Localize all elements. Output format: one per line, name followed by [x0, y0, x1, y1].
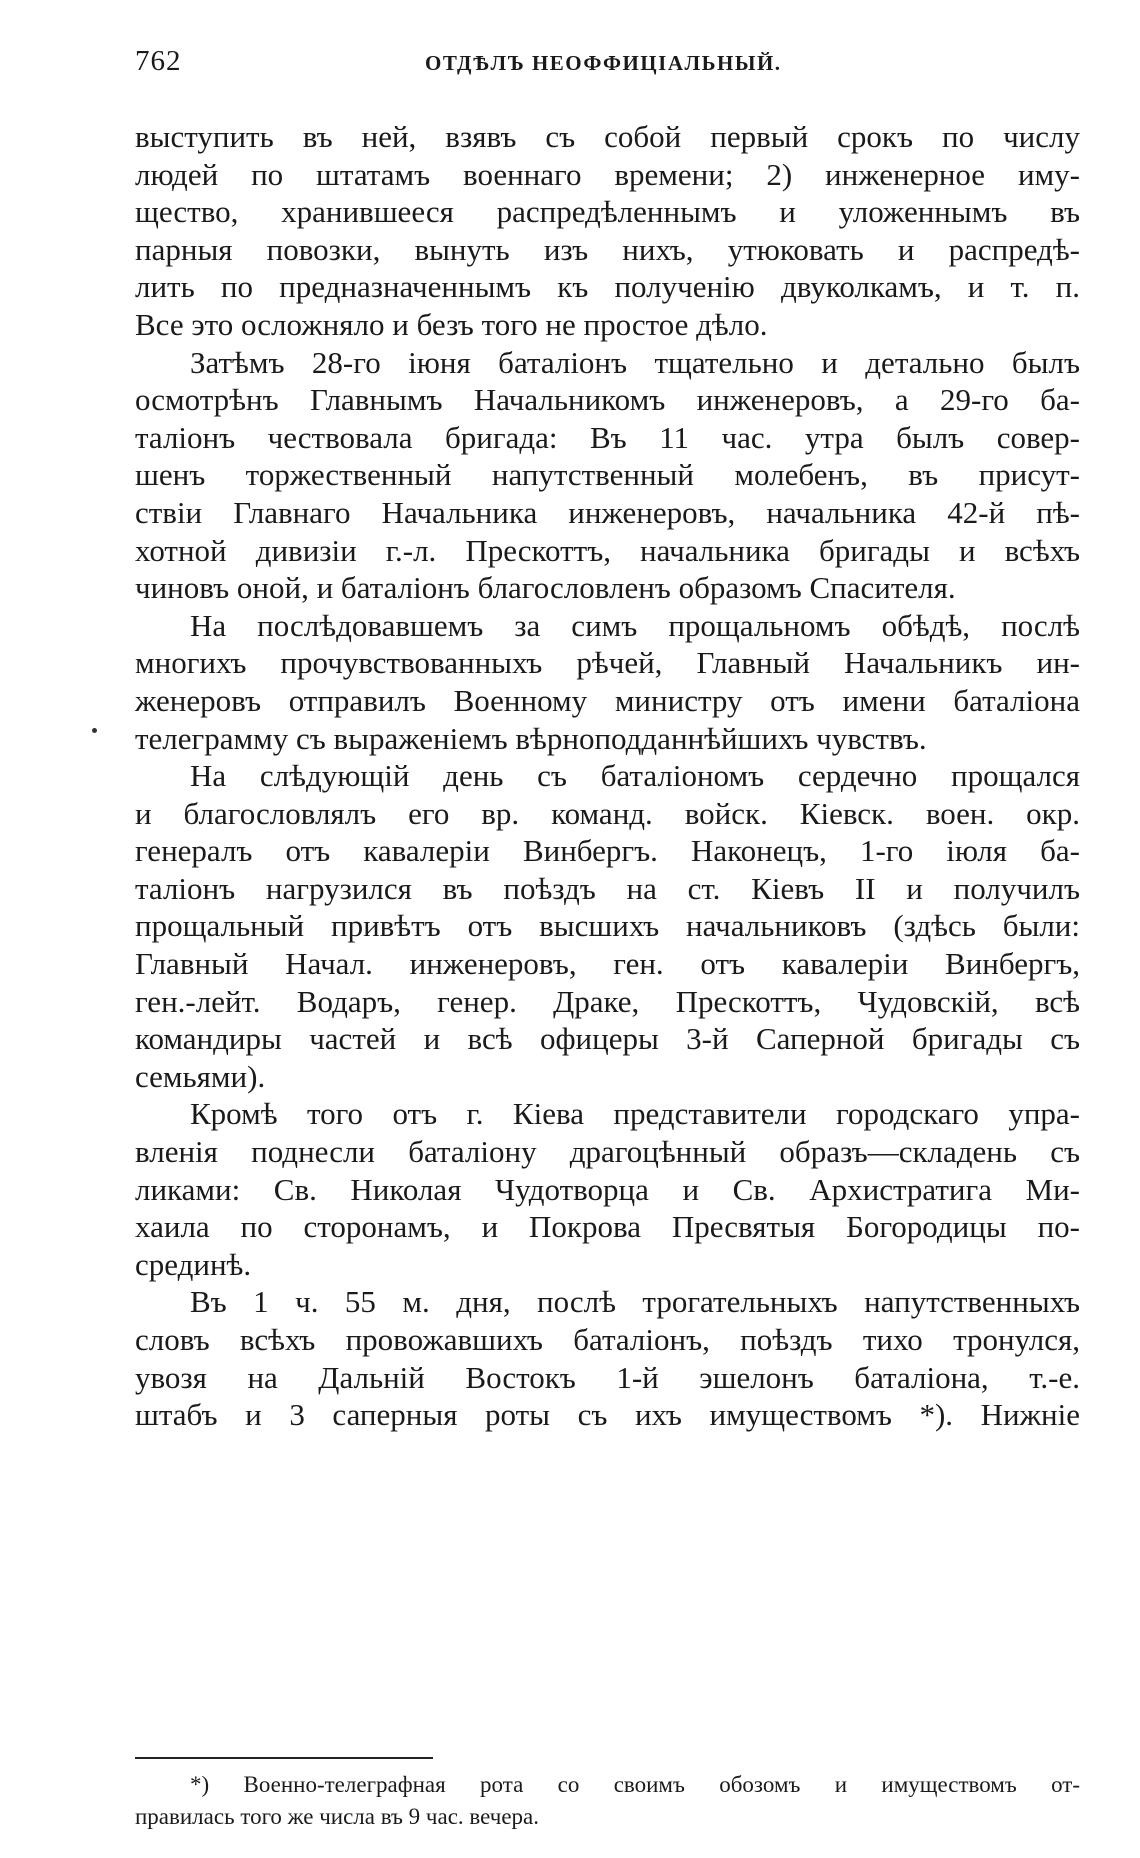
text-line: парныя повозки, вынуть изъ нихъ, утюковать и распредѣ-: [135, 231, 1080, 267]
text-line: лить по предназначеннымъ къ полученію двуколкамъ, и т. п.: [135, 269, 1080, 305]
text-line: увозя на Дальній Востокъ 1-й эшелонъ баталіона, т.-е.: [135, 1359, 1080, 1395]
text-line: командиры частей и всѣ офицеры 3-й Саперной бригады съ: [135, 1021, 1080, 1057]
text-line: женеровъ отправилъ Военному министру отъ имени баталіона: [135, 682, 1080, 718]
text-line: На послѣдовавшемъ за симъ прощальномъ обѣдѣ, послѣ: [190, 607, 1080, 643]
text-line: таліонъ нагрузился въ поѣздъ на ст. Кіевъ II и получилъ: [135, 870, 1080, 906]
text-line: вленія поднесли баталіону драгоцѣнный образъ—складень съ: [135, 1134, 1080, 1170]
text-line: щество, хранившееся распредѣленнымъ и уложеннымъ въ: [135, 194, 1080, 230]
text-line: людей по штатамъ военнаго времени; 2) инженерное иму-: [135, 156, 1080, 192]
text-line: словъ всѣхъ провожавшихъ баталіонъ, поѣздъ тихо тронулся,: [135, 1322, 1080, 1357]
text-line: семьями).: [135, 1058, 266, 1094]
text-line: Въ 1 ч. 55 м. дня, послѣ трогательныхъ напутственныхъ: [190, 1284, 1080, 1320]
text-line: генералъ отъ кавалеріи Винбергъ. Наконецъ, 1-го іюля ба-: [135, 833, 1080, 869]
text-line: Кромѣ того отъ г. Кіева представители городскаго упра-: [190, 1096, 1080, 1132]
text-line: многихъ прочувствованныхъ рѣчей, Главный Начальникъ ин-: [135, 645, 1080, 681]
text-line: На слѣдующій день съ баталіономъ сердечно прощался: [190, 758, 1080, 794]
running-head: [135, 45, 1085, 85]
body-text: [135, 118, 1080, 1434]
text-line: прощальный привѣтъ отъ высшихъ начальниковъ (здѣсь были:: [135, 908, 1080, 944]
footnote-line: *) Военно-телеграфная рота со своимъ обозомъ и имуществомъ от-: [190, 1772, 1080, 1797]
text-line: Главный Начал. инженеровъ, ген. отъ кавалеріи Винбергъ,: [135, 946, 1080, 982]
text-line: Затѣмъ 28-го іюня баталіонъ тщательно и детально былъ: [190, 344, 1080, 380]
margin-mark: [92, 728, 97, 733]
text-line: хаила по сторонамъ, и Покрова Пресвятыя Богородицы по-: [135, 1209, 1080, 1245]
text-line: ствіи Главнаго Начальника инженеровъ, начальника 42-й пѣ-: [135, 494, 1080, 530]
text-line: хотной дивизіи г.-л. Прескоттъ, начальника бригады и всѣхъ: [135, 532, 1080, 568]
text-line: срединѣ.: [135, 1246, 252, 1282]
text-line: ликами: Св. Николая Чудотворца и Св. Архистратига Ми-: [135, 1171, 1080, 1207]
text-line: шенъ торжественный напутственный молебенъ, въ присут-: [135, 457, 1080, 493]
section-title: ОТДѢЛЪ НЕОФФИЦІАЛЬНЫЙ.: [425, 51, 782, 75]
text-line: штабъ и 3 саперныя роты съ ихъ имуществомъ *). Нижніе: [135, 1397, 1080, 1433]
text-line: чиновъ оной, и баталіонъ благословленъ образомъ Спасителя.: [135, 570, 956, 606]
text-line: телеграмму съ выраженіемъ вѣрноподданнѣйшихъ чувствъ.: [135, 720, 927, 756]
text-line: ген.-лейт. Водаръ, генер. Драке, Прескоттъ, Чудовскій, всѣ: [135, 983, 1080, 1019]
text-line: осмотрѣнъ Главнымъ Начальникомъ инженеровъ, а 29-го ба-: [135, 382, 1080, 418]
page-number: 762: [135, 45, 182, 77]
text-line: выступить въ ней, взявъ съ собой первый срокъ по числу: [135, 119, 1080, 154]
footnote-divider: [135, 1757, 433, 1759]
footnote-line: правилась того же числа въ 9 час. вечера.: [135, 1804, 540, 1829]
text-line: и благословлялъ его вр. команд. войск. Кіевск. воен. окр.: [135, 795, 1080, 831]
text-line: Все это осложняло и безъ того не простое дѣло.: [135, 306, 768, 342]
text-line: таліонъ чествовала бригада: Въ 11 час. утра былъ совер-: [135, 419, 1080, 455]
footnote: [135, 1769, 1080, 1833]
